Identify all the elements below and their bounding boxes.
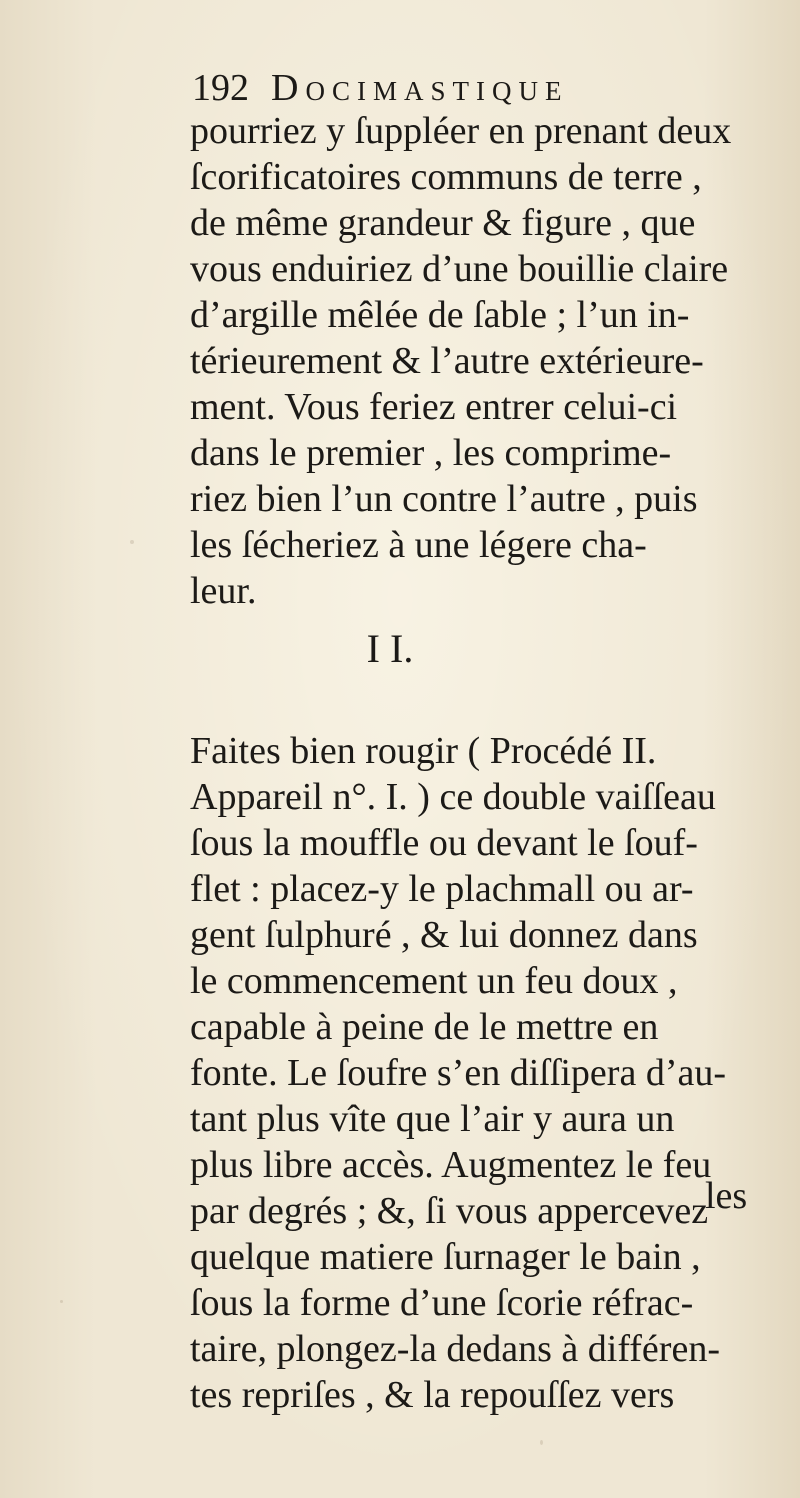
text-line: tant plus vîte que l’air y aura un <box>190 1098 675 1140</box>
text-line: dans le premier , les comprime- <box>190 432 672 474</box>
text-line: les ſécheriez à une légere cha- <box>190 524 647 566</box>
text-line: plus libre accès. Augmentez le feu <box>190 1144 712 1186</box>
text-line: Appareil n°. I. ) ce double vaiſſeau <box>190 776 716 818</box>
text-line: capable à peine de le mettre en <box>190 1006 659 1048</box>
text-line: Faites bien rougir ( Procédé II. <box>190 730 657 772</box>
text-line: ſous la forme d’une ſcorie réfrac- <box>190 1282 694 1324</box>
paper-spot <box>130 540 134 544</box>
page-header <box>192 66 692 110</box>
text-line: pourriez y ſuppléer en prenant deux <box>190 110 732 152</box>
text-line: térieurement & l’autre extérieure- <box>190 340 704 382</box>
text-line: par degrés ; &, ſi vous appercevez <box>190 1190 709 1232</box>
page-number: 192 <box>192 67 249 109</box>
text-line: fonte. Le ſoufre s’en diſſipera d’au- <box>190 1052 726 1094</box>
text-line: riez bien l’un contre l’autre , puis <box>190 478 698 520</box>
text-line: de même grandeur & figure , que <box>190 202 696 244</box>
text-line: quelque matiere ſurnager le bain , <box>190 1236 701 1278</box>
running-title: Docimastique <box>271 67 569 109</box>
text-line: taire, plongez-la dedans à différen- <box>190 1328 720 1370</box>
section-spacer <box>190 684 790 728</box>
text-line: flet : placez-y le plachmall ou ar- <box>190 868 694 910</box>
text-line: tes repriſes , & la repouſſez vers <box>190 1374 675 1416</box>
text-line: leur. <box>190 570 257 612</box>
text-line: d’argille mêlée de ſable ; l’un in- <box>190 294 690 336</box>
paper-spot <box>540 1440 543 1445</box>
text-line: ment. Vous feriez entrer celui-ci <box>190 386 678 428</box>
catchword: les <box>705 1175 748 1217</box>
section-heading: I I. <box>366 626 414 671</box>
paper-spot <box>60 1300 63 1303</box>
text-line: gent ſulphuré , & lui donnez dans <box>190 914 698 956</box>
text-line: vous enduiriez d’une bouillie claire <box>190 248 729 290</box>
text-line: ſous la mouffle ou devant le ſouf- <box>190 822 698 864</box>
text-line: ſcorificatoires communs de terre , <box>190 156 702 198</box>
body-text <box>190 108 790 1418</box>
text-line: le commencement un feu doux , <box>190 960 678 1002</box>
